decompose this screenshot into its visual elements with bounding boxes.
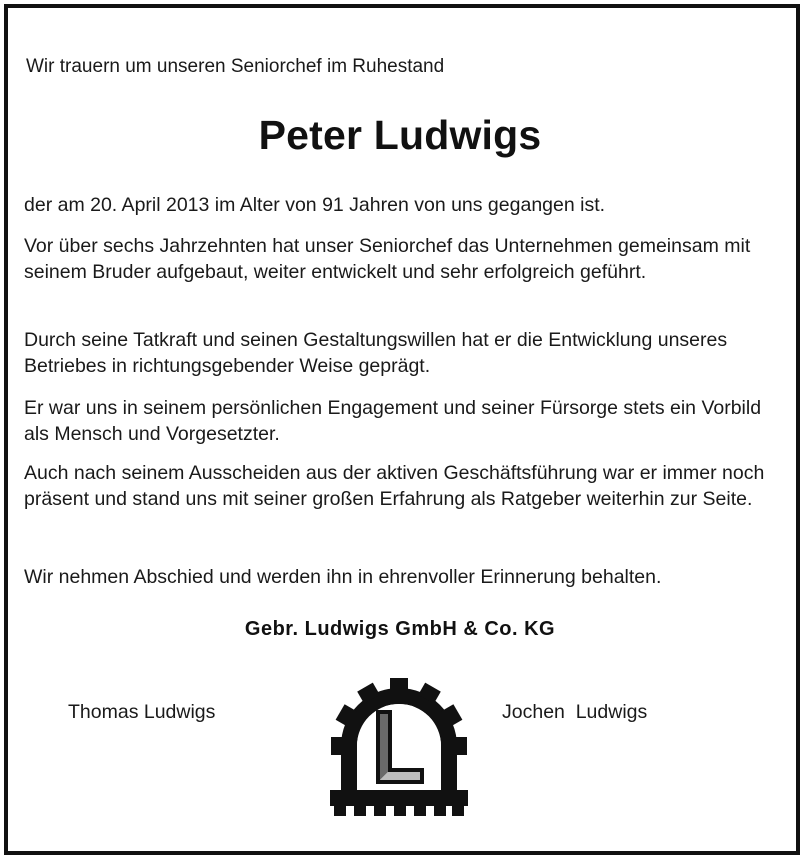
paragraph-farewell: Wir nehmen Abschied und werden ihn in ehrenvoller Erinnerung behalten. bbox=[24, 566, 662, 588]
paragraph-role-model: Er war uns in seinem persönlichen Engagement und seiner Fürsorge stets ein Vorbild als Mensch und Vorgesetzter. bbox=[24, 397, 762, 445]
paragraph-company-history: Vor über sechs Jahrzehnten hat unser Seniorchef das Unternehmen gemeinsam mit seinem Bruder aufgebaut, weiter entwickelt und sehr erfolgreich geführt. bbox=[24, 235, 751, 283]
paragraph-vigor: Durch seine Tatkraft und seinen Gestaltungswillen hat er die Entwicklung unseres Betriebes in richtungsgebender Weise geprägt. bbox=[24, 329, 728, 377]
paragraph-after-retirement: Auch nach seinem Ausscheiden aus der aktiven Geschäftsführung war er immer noch präsent und stand uns mit seiner großen Erfahrung als Ratgeber weiterhin zur Seite. bbox=[24, 462, 765, 510]
company-name: Gebr. Ludwigs GmbH & Co. KG bbox=[244, 618, 556, 640]
intro-line: Wir trauern um unseren Seniorchef im Ruhestand bbox=[26, 56, 445, 77]
paragraph-death-date: der am 20. April 2013 im Alter von 91 Jahren von uns gegangen ist. bbox=[24, 194, 606, 216]
signatory-left: Thomas Ludwigs bbox=[68, 701, 216, 723]
deceased-name: Peter Ludwigs bbox=[258, 112, 542, 158]
gear-L-logo-icon bbox=[326, 674, 472, 820]
signatory-right: Jochen Ludwigs bbox=[502, 701, 648, 723]
